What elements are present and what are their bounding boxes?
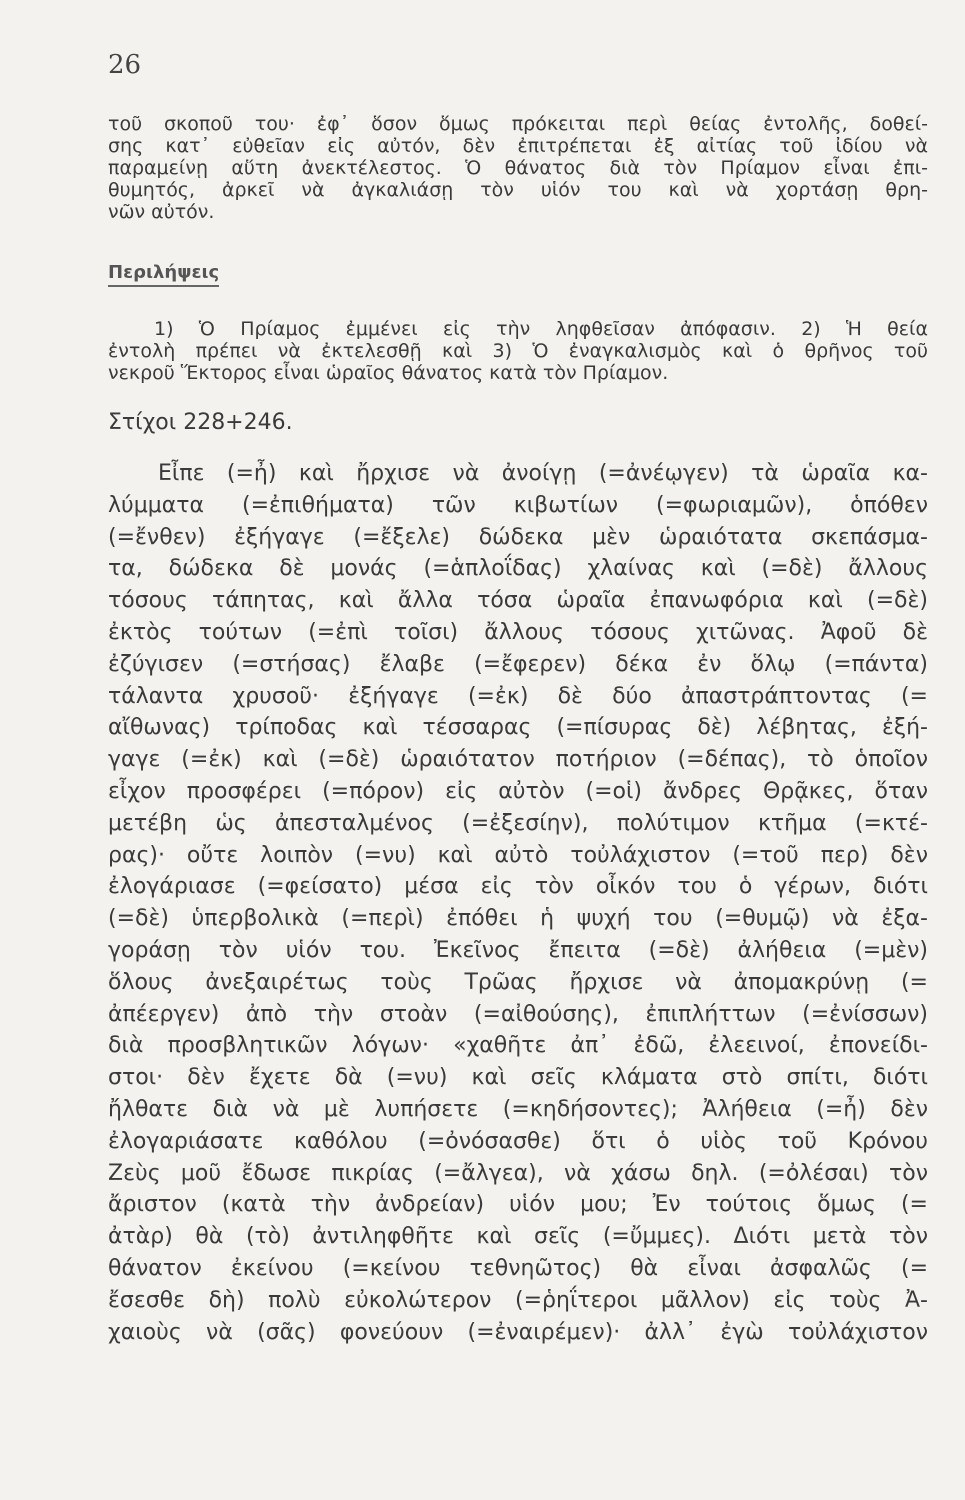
text-line: ἐλογάριασε (=φείσατο) μέσα εἰς τὸν οἶκόν του ὁ γέρων, διότι <box>108 874 928 900</box>
text-line: ἄριστον (κατὰ τὴν ἀνδρείαν) υἱόν μου; Ἐν τούτοις ὅμως (= <box>108 1192 928 1218</box>
text-line: αἴθωνας) τρίποδας καὶ τέσσαρας (=πίσυρας δὲ) λέβητας, ἐξή- <box>108 715 928 741</box>
text-line: σης κατ᾽ εὐθεῖαν εἰς αὐτόν, δὲν ἐπιτρέπεται ἐξ αἰτίας τοῦ ἰδίου νὰ <box>108 135 928 157</box>
text-line: παραμείνῃ αὕτη ἀνεκτέλεστος. Ὁ θάνατος διὰ τὸν Πρίαμον εἶναι ἐπι- <box>108 157 928 179</box>
text-line: ἐλογαριάσατε καθόλου (=ὀνόσασθε) ὅτι ὁ υἱὸς τοῦ Κρόνου <box>108 1128 928 1154</box>
text-line: Ζεὺς μοῦ ἔδωσε πικρίας (=ἄλγεα), νὰ χάσω δηλ. (=ὀλέσαι) τὸν <box>108 1160 928 1186</box>
text-line: ἀτὰρ) θὰ (τὸ) ἀντιληφθῆτε καὶ σεῖς (=ὔμμες). Διότι μετὰ τὸν <box>108 1224 928 1250</box>
text-line: Εἶπε (=ἦ) καὶ ἤρχισε νὰ ἀνοίγῃ (=ἀνέῳγεν) τὰ ὡραῖα κα- <box>158 461 928 486</box>
page-number: 26 <box>108 50 142 80</box>
text-line: νεκροῦ Ἕκτορος εἶναι ὡραῖος θάνατος κατὰ τὸν Πρίαμον. <box>108 362 669 384</box>
text-line: ρας)· οὔτε λοιπὸν (=νυ) καὶ αὐτὸ τοὐλάχιστον (=τοῦ περ) δὲν <box>108 842 928 868</box>
text-line: γοράσῃ τὸν υἱόν του. Ἐκεῖνος ἔπειτα (=δὲ) ἀλήθεια (=μὲν) <box>108 937 928 963</box>
text-line: διὰ προσβλητικῶν λόγων· «χαθῆτε ἀπ᾽ ἐδῶ, ἐλεεινοί, ἐπονείδι- <box>108 1033 928 1059</box>
text-line: ἐκτὸς τούτων (=ἐπὶ τοῖσι) ἄλλους τόσους χιτῶνας. Ἀφοῦ δὲ <box>108 619 928 645</box>
text-line: νῶν αὐτόν. <box>108 201 215 223</box>
text-line: ἐζύγισεν (=στήσας) ἔλαβε (=ἔφερεν) δέκα ἐν ὅλῳ (=πάντα) <box>108 651 928 677</box>
body-paragraph <box>108 458 928 1348</box>
text-line: (=δὲ) ὑπερβολικὰ (=περὶ) ἐπόθει ἡ ψυχή του (=θυμῷ) νὰ ἐξα- <box>108 906 928 932</box>
text-line: ἤλθατε διὰ νὰ μὲ λυπήσετε (=κηδήσοντες); Ἀλήθεια (=ἦ) δὲν <box>108 1096 928 1122</box>
text-line: γαγε (=ἐκ) καὶ (=δὲ) ὡραιότατον ποτήριον (=δέπας), τὸ ὁποῖον <box>108 747 928 773</box>
verses-label: Στίχοι 228+246. <box>108 410 293 435</box>
text-line: ἐντολὴ πρέπει νὰ ἐκτελεσθῇ καὶ 3) Ὁ ἐναγκαλισμὸς καὶ ὁ θρῆνος τοῦ <box>108 340 928 362</box>
text-line: εἶχον προσφέρει (=πόρον) εἰς αὐτὸν (=οἱ) ἄνδρες Θρᾷκες, ὅταν <box>108 778 928 804</box>
text-line: (=ἔνθεν) ἐξήγαγε (=ἔξελε) δώδεκα μὲν ὡραιότατα σκεπάσμα- <box>108 524 928 550</box>
text-line: 1) Ὁ Πρίαμος ἐμμένει εἰς τὴν ληφθεῖσαν ἀπόφασιν. 2) Ἡ θεία <box>154 318 928 340</box>
text-line: ἀπέεργεν) ἀπὸ τὴν στοὰν (=αἰθούσης), ἐπιπλήττων (=ἐνίσσων) <box>108 1001 928 1027</box>
text-line: λύμματα (=ἐπιθήματα) τῶν κιβωτίων (=φωριαμῶν), ὁπόθεν <box>108 492 928 518</box>
summary-heading: Περιλήψεις <box>108 262 219 287</box>
text-line: χαιοὺς νὰ (σᾶς) φονεύουν (=ἐναιρέμεν)· ἀλλ᾽ ἐγὼ τοὐλάχιστον <box>108 1319 928 1345</box>
text-line: τόσους τάπητας, καὶ ἄλλα τόσα ὡραῖα ἐπανωφόρια καὶ (=δὲ) <box>108 588 928 614</box>
text-line: τοῦ σκοποῦ του· ἐφ᾽ ὅσον ὅμως πρόκειται περὶ θείας ἐντολῆς, δοθεί- <box>108 113 928 135</box>
summary-paragraph <box>108 318 928 384</box>
text-line: μετέβη ὡς ἀπεσταλμένος (=ἐξεσίην), πολύτιμον κτῆμα (=κτέ- <box>108 810 928 836</box>
text-line: τα, δώδεκα δὲ μονάς (=ἁπλοΐδας) χλαίνας καὶ (=δὲ) ἄλλους <box>108 556 928 582</box>
text-line: στοι· δὲν ἔχετε δὰ (=νυ) καὶ σεῖς κλάματα στὸ σπίτι, διότι <box>108 1065 928 1091</box>
text-line: ὅλους ἀνεξαιρέτως τοὺς Τρῶας ἤρχισε νὰ ἀπομακρύνῃ (= <box>108 969 928 995</box>
text-line: τάλαντα χρυσοῦ· ἐξήγαγε (=ἐκ) δὲ δύο ἀπαστράπτοντας (= <box>108 683 928 709</box>
text-line: ἔσεσθε δὴ) πολὺ εὐκολώτερον (=ῥηΐτεροι μᾶλλον) εἰς τοὺς Ἀ- <box>108 1287 928 1313</box>
text-line: θυμητός, ἀρκεῖ νὰ ἀγκαλιάσῃ τὸν υἱόν του καὶ νὰ χορτάσῃ θρη- <box>108 179 928 201</box>
text-line: θάνατον ἐκείνου (=κείνου τεθνηῶτος) θὰ εἶναι ἀσφαλῶς (= <box>108 1255 928 1281</box>
intro-paragraph <box>108 113 928 223</box>
